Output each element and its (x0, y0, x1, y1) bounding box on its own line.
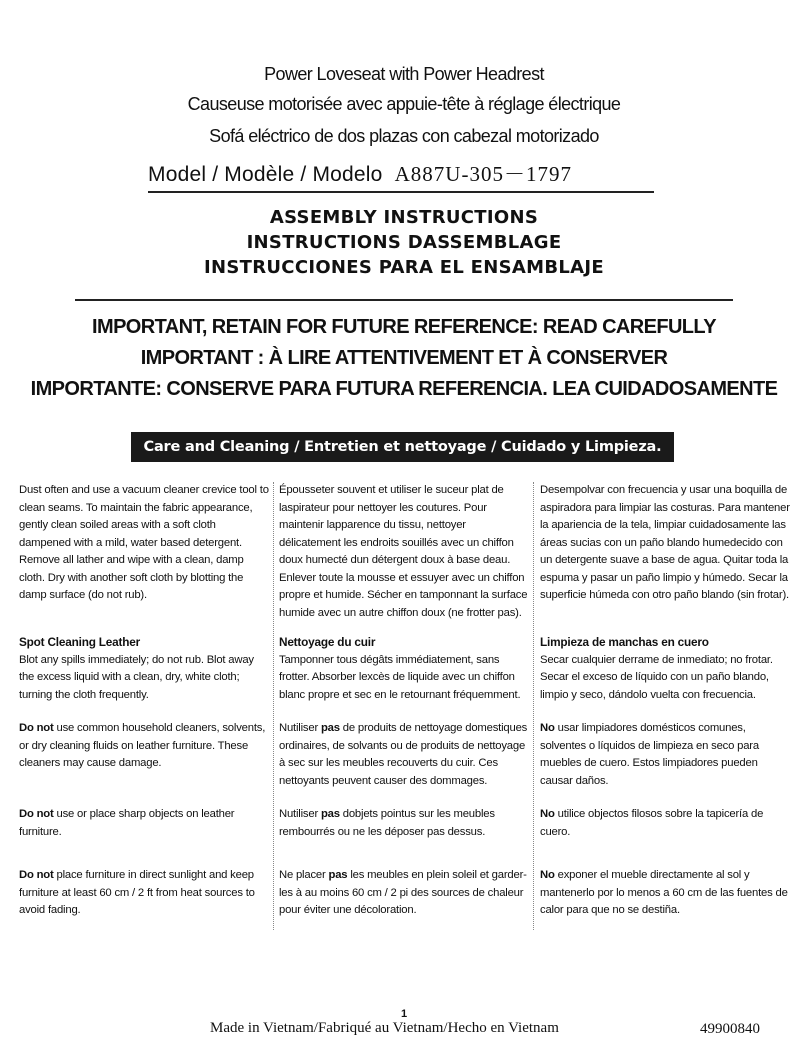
model-number: A887U-305－1797 (394, 162, 572, 186)
spot-cleaning-text: Blot any spills immediately; do not rub. Blot away the excess liquid with a clean, dry, white cloth; turning the cloth frequently. (19, 653, 254, 701)
spot-cleaning-heading: Spot Cleaning Leather (19, 635, 140, 649)
important-notice-es: IMPORTANTE: CONSERVE PARA FUTURA REFERENCIA. LEA CUIDADOSAMENTE (30, 378, 778, 400)
general-care-text: Épousseter souvent et utiliser le suceur plat de laspirateur pour nettoyer les coutures. Pour maintenir lapparence du tissu, nettoyer délicatement les endroits souillés avec un chiffon doux humecté dun détergent doux à base deau. Enlever toute la mousse et essuyer avec un chiffon propre et humide. Sécher en tamponnant la surface humide avec un autre chiffon doux (ne frotter pas). (279, 484, 528, 619)
product-title-en: Power Loveseat with Power Headrest (264, 64, 544, 84)
important-notice-fr: IMPORTANT : À LIRE ATTENTIVEMENT ET À CONSERVER (140, 347, 668, 369)
general-care-text: Dust often and use a vacuum cleaner crevice tool to clean seams. To maintain the fabric appearance, gently clean soiled areas with a soft cloth dampened with a mild, water based detergent. Remove all lather and wipe with a clean, damp cloth. Dry with another soft cloth by blotting the damp surface (do not rub). (19, 484, 269, 601)
important-notice-en: IMPORTANT, RETAIN FOR FUTURE REFERENCE: READ CAREFULLY (92, 316, 716, 338)
warning-cleaners: Nutiliser pas de produits de nettoyage domestiques ordinaires, de solvants ou de produits de nettoyage à sec sur les meubles recouverts du cuir. Ces nettoyants peuvent causer des dommages. (279, 722, 528, 787)
assembly-heading-en: ASSEMBLY INSTRUCTIONS (269, 207, 539, 228)
care-cleaning-banner: Care and Cleaning / Entretien et nettoyage / Cuidado y Limpieza. (131, 432, 674, 462)
model-underline (148, 191, 654, 193)
model-line (148, 158, 572, 188)
assembly-heading-es: INSTRUCCIONES PARA EL ENSAMBLAJE (204, 257, 604, 278)
spot-cleaning-heading: Nettoyage du cuir (279, 635, 376, 649)
document-code: 49900840 (700, 1021, 760, 1037)
warning-sharp-objects: Do not use or place sharp objects on leather furniture. (19, 808, 235, 838)
general-care-text: Desempolvar con frecuencia y usar una boquilla de aspiradora para limpiar las costuras. Para mantener la apariencia de la tela, limpiar cuidadosamente las áreas sucias con un paño blando humedecido con un detergente suave a base de agua. Quitar toda la espuma y pasar un paño limpio y húmedo. Secar la superficie húmeda con otro paño blando (sin frotar). (540, 484, 790, 601)
warning-sunlight: Do not place furniture in direct sunlight and keep furniture at least 60 cm / 2 ft from heat sources to avoid fading. (19, 869, 255, 916)
page-number: 1 (400, 1008, 408, 1020)
product-title-fr: Causeuse motorisée avec appuie-tête à réglage électrique (187, 94, 621, 114)
column-divider (533, 482, 534, 930)
spot-cleaning-text: Secar cualquier derrame de inmediato; no frotar. Secar el exceso de líquido con un paño blando, limpio y seco, dándolo vuelta con frecuencia. (540, 653, 773, 701)
warning-sharp-objects: No utilice objectos filosos sobre la tapicería de cuero. (540, 808, 764, 838)
column-divider (273, 482, 274, 930)
made-in-text: Made in Vietnam/Fabriqué au Vietnam/Hecho en Vietnam (210, 1020, 559, 1036)
warning-sunlight: Ne placer pas les meubles en plein soleil et garder-les à au moins 60 cm / 2 pi des sources de chaleur pour éviter une décoloration. (279, 869, 527, 916)
spot-cleaning-text: Tamponner tous dégâts immédiatement, sans frotter. Absorber lexcès de liquide avec un chiffon blanc propre et sec en le retournant fréquemment. (279, 653, 521, 701)
warning-sunlight: No exponer el mueble directamente al sol y mantenerlo por lo menos a 60 cm de las fuentes de calor para que no se destiña. (540, 869, 788, 916)
model-label: Model / Modèle / Modelo (148, 163, 383, 186)
product-title-es: Sofá eléctrico de dos plazas con cabezal motorizado (209, 126, 599, 146)
assembly-heading-fr: INSTRUCTIONS DASSEMBLAGE (246, 232, 562, 253)
warning-sharp-objects: Nutiliser pas dobjets pointus sur les meubles rembourrés ou ne les déposer pas dessus. (279, 808, 495, 838)
spot-cleaning-heading: Limpieza de manchas en cuero (540, 635, 709, 649)
warning-cleaners: Do not use common household cleaners, solvents, or dry cleaning fluids on leather furniture. These cleaners may cause damage. (19, 722, 266, 769)
assembly-divider (75, 299, 733, 301)
warning-cleaners: No usar limpiadores domésticos comunes, solventes o líquidos de limpieza en seco para muebles de cuero. Estos limpiadores pueden causar daños. (540, 722, 759, 787)
